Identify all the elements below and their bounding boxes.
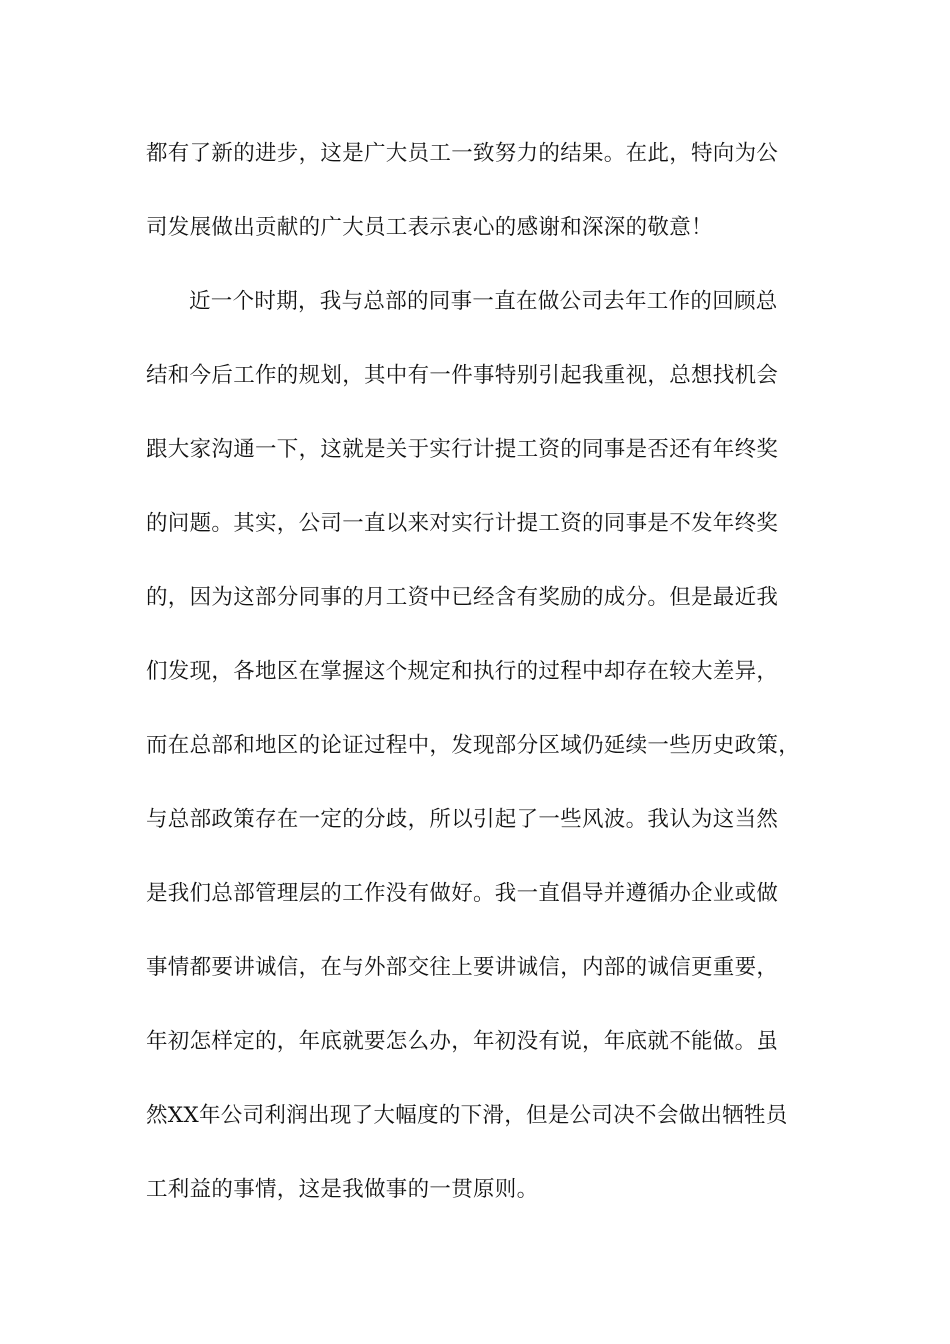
- text-line: 而在总部和地区的论证过程中，发现部分区域仍延续一些历史政策，: [146, 733, 801, 758]
- text-line: 与总部政策存在一定的分歧，所以引起了一些风波。我认为这当然: [146, 807, 779, 832]
- text-line: 然XX年公司利润出现了大幅度的下滑，但是公司决不会做出牺牲员: [146, 1103, 788, 1128]
- document-body: [146, 134, 826, 1244]
- text-line: 司发展做出贡献的广大员工表示衷心的感谢和深深的敬意！: [146, 215, 713, 240]
- text-line: 事情都要讲诚信，在与外部交往上要讲诚信，内部的诚信更重要，: [146, 955, 779, 980]
- text-line: 年初怎样定的，年底就要怎么办，年初没有说，年底就不能做。虽: [146, 1029, 779, 1054]
- paragraph-first-line: 近一个时期，我与总部的同事一直在做公司去年工作的回顾总: [189, 289, 778, 314]
- text-line: 跟大家沟通一下，这就是关于实行计提工资的同事是否还有年终奖: [146, 437, 779, 462]
- text-line: 工利益的事情，这是我做事的一贯原则。: [146, 1177, 539, 1202]
- text-line: 们发现，各地区在掌握这个规定和执行的过程中却存在较大差异，: [146, 659, 779, 684]
- text-line: 结和今后工作的规划，其中有一件事特别引起我重视，总想找机会: [146, 363, 779, 388]
- text-line: 都有了新的进步，这是广大员工一致努力的结果。在此，特向为公: [146, 141, 779, 166]
- text-line: 是我们总部管理层的工作没有做好。我一直倡导并遵循办企业或做: [146, 881, 779, 906]
- text-line: 的，因为这部分同事的月工资中已经含有奖励的成分。但是最近我: [146, 585, 779, 610]
- text-line: 的问题。其实，公司一直以来对实行计提工资的同事是不发年终奖: [146, 511, 779, 536]
